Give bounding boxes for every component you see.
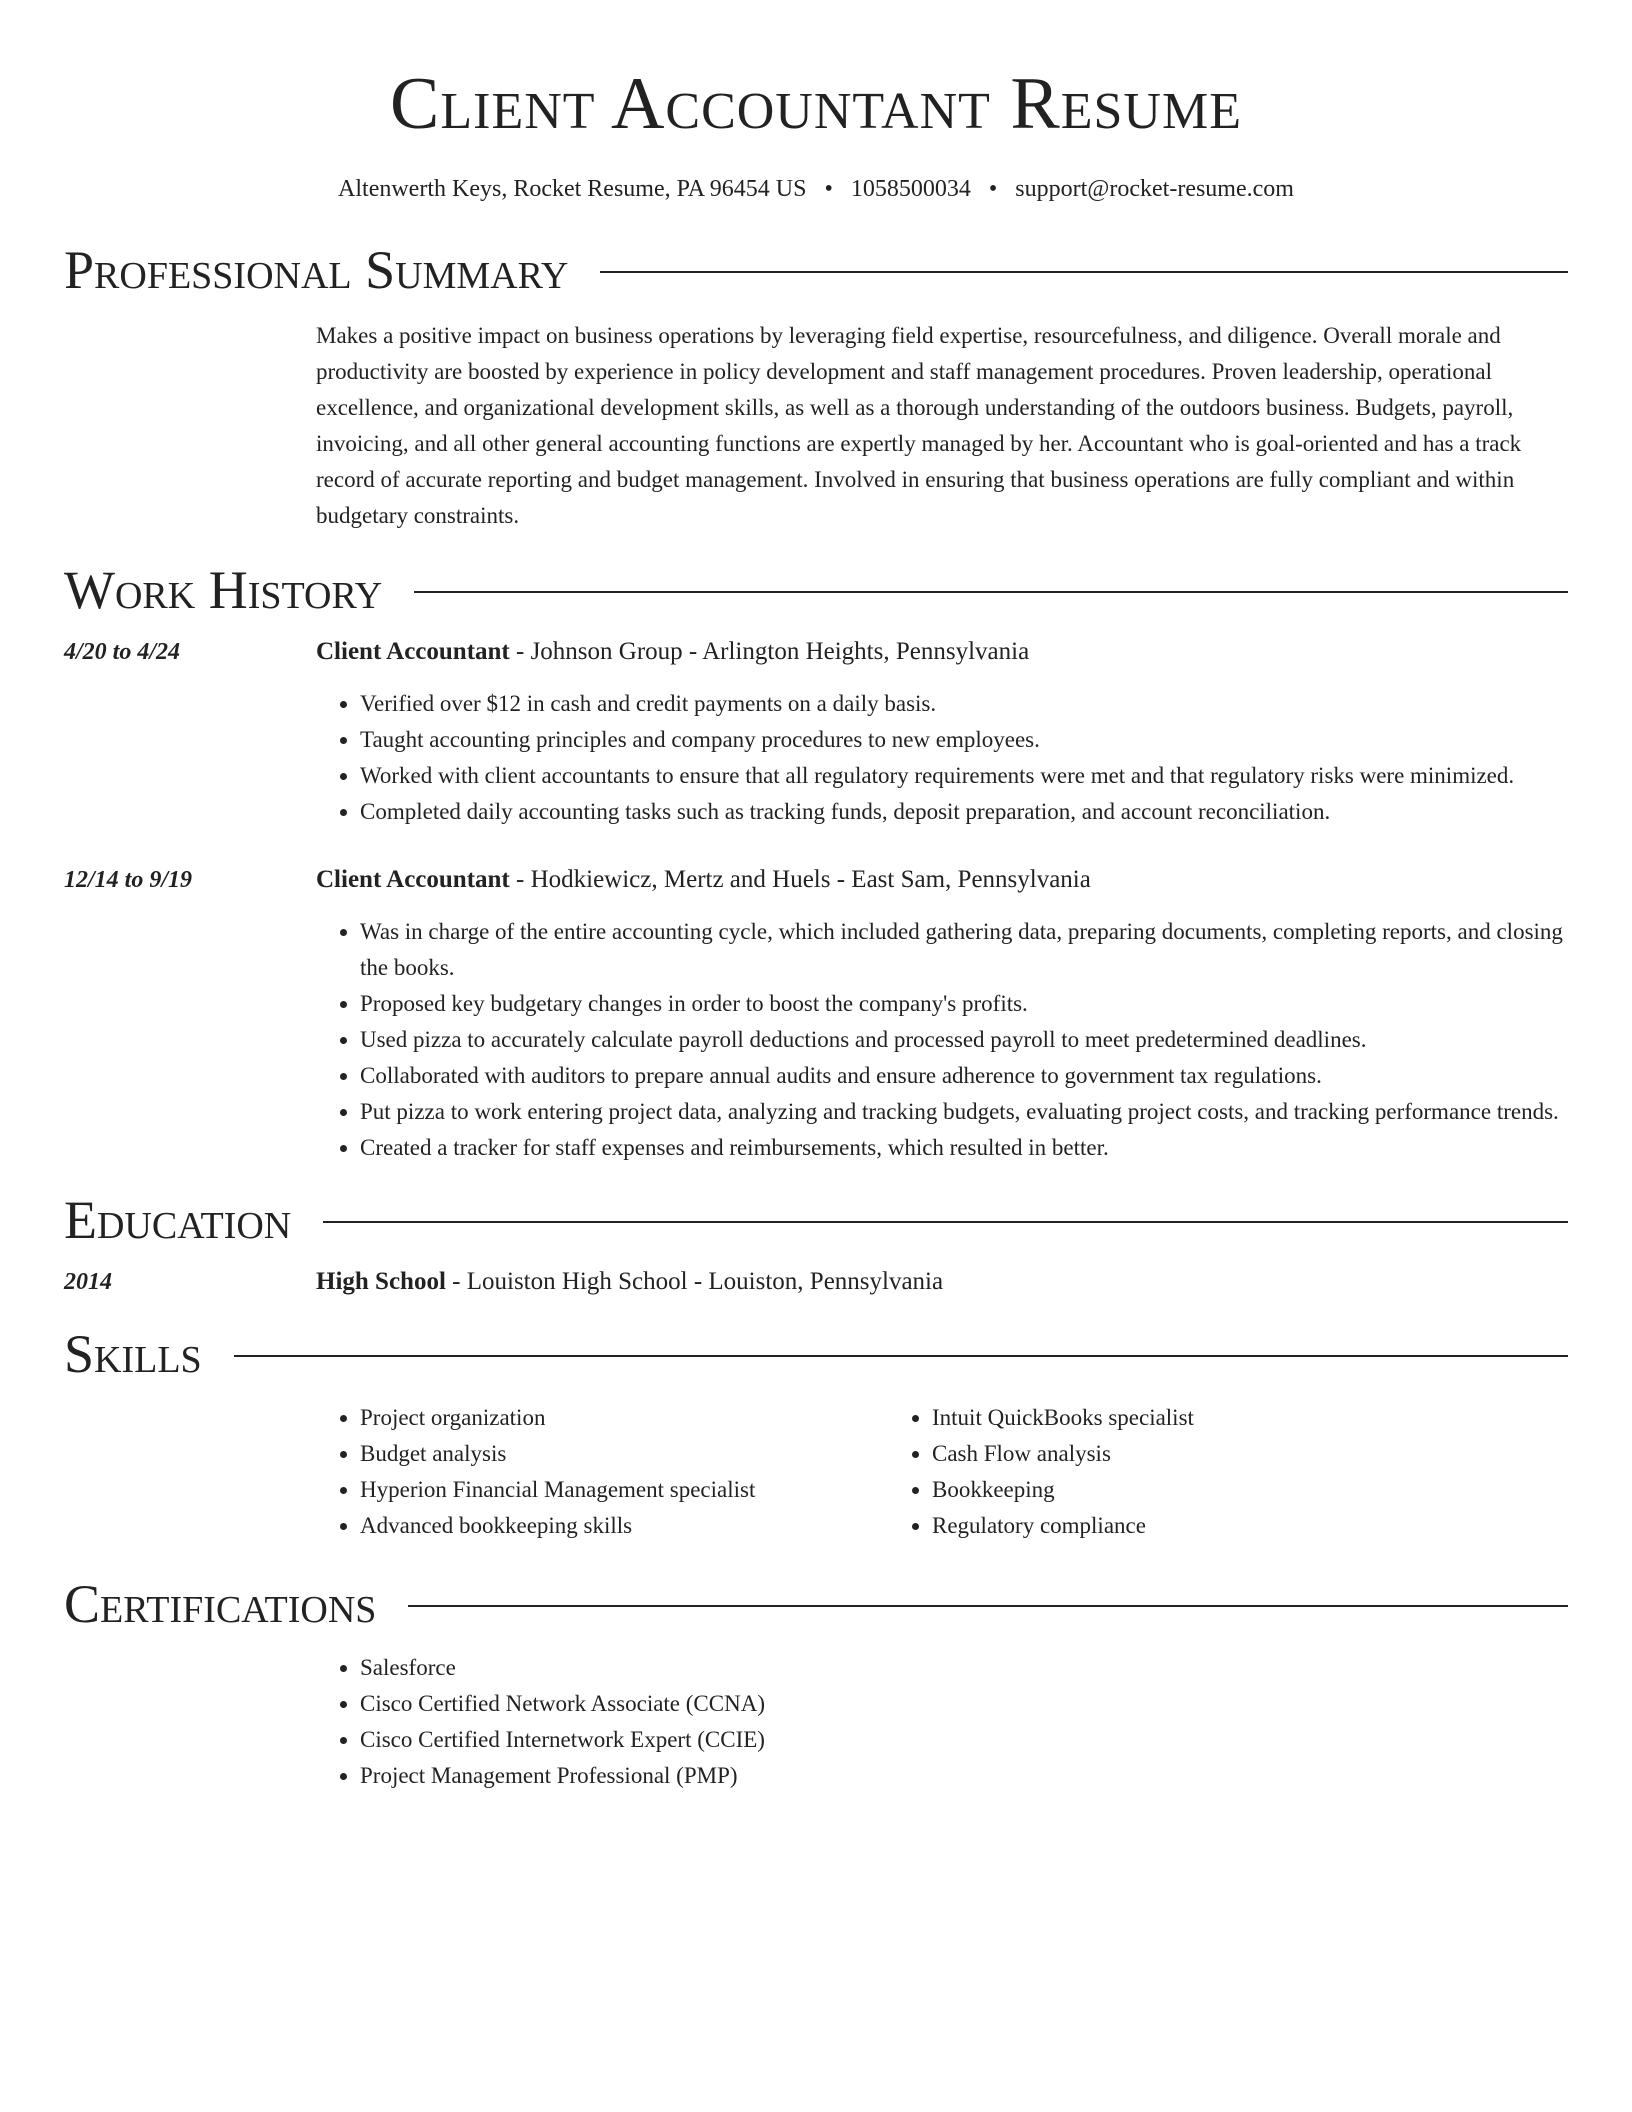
section-header-skills — [64, 1324, 1568, 1384]
skills-column-right — [888, 1400, 1460, 1544]
job-employer-location: - Johnson Group - Arlington Heights, Pennsylvania — [509, 638, 1030, 665]
section-title-skills: Skills — [64, 1324, 202, 1384]
contact-separator: • — [824, 176, 833, 202]
contact-line — [64, 174, 1568, 204]
job-bullets-container — [316, 914, 1568, 1166]
certification-item: • Salesforce — [360, 1650, 1568, 1686]
education-degree: High School — [316, 1268, 446, 1295]
skill-item: • Regulatory compliance — [932, 1508, 1460, 1544]
section-rule — [234, 1355, 1568, 1357]
section-title-work-history: Work History — [64, 560, 383, 620]
summary-text: Makes a positive impact on business operations by leveraging field expertise, resourcefulness, and diligence. Overall morale and productivity are boosted by experience in policy development and staff management procedures. Proven leadership, operational excellence, and organizational development skills, as well as a thorough understanding of the outdoors business. Budgets, payroll, invoicing, and all other general accounting functions are expertly managed by her. Accountant who is goal-oriented and has a track record of accurate reporting and budget management. Involved in ensuring that business operations are fully compliant and within budgetary constraints. — [316, 323, 1522, 528]
work-entry — [64, 862, 1568, 1166]
list-item: • Was in charge of the entire accounting cycle, which included gathering data, preparing documents, completing reports, and closing the books. — [360, 914, 1568, 986]
certification-item: • Project Management Professional (PMP) — [360, 1758, 1568, 1794]
contact-phone: 1058500034 — [850, 176, 971, 202]
section-rule — [408, 1605, 1568, 1607]
list-item: • Completed daily accounting tasks such as tracking funds, deposit preparation, and account reconciliation. — [360, 794, 1568, 830]
skill-item: • Bookkeeping — [932, 1472, 1460, 1508]
list-item: • Put pizza to work entering project data, analyzing and tracking budgets, evaluating project costs, and tracking performance trends. — [360, 1094, 1568, 1130]
certification-item: • Cisco Certified Network Associate (CCNA) — [360, 1686, 1568, 1722]
section-title-education: Education — [64, 1190, 292, 1250]
list-item: • Worked with client accountants to ensure that all regulatory requirements were met and that regulatory risks were minimized. — [360, 758, 1568, 794]
contact-address: Altenwerth Keys, Rocket Resume, PA 96454 US — [338, 176, 807, 202]
contact-separator: • — [988, 176, 998, 202]
skill-item: • Cash Flow analysis — [932, 1436, 1460, 1472]
certifications-list-container — [316, 1650, 1568, 1794]
section-title-summary: Professional Summary — [64, 240, 569, 300]
list-item: • Verified over $12 in cash and credit payments on a daily basis. — [360, 686, 1568, 722]
list-item: • Created a tracker for staff expenses and reimbursements, which resulted in better. — [360, 1130, 1568, 1166]
job-employer-location: - Hodkiewicz, Mertz and Huels - East Sam, Pennsylvania — [509, 866, 1091, 893]
skill-item: • Advanced bookkeeping skills — [360, 1508, 888, 1544]
job-dates: 4/20 to 4/24 — [64, 639, 181, 665]
skill-item: • Intuit QuickBooks specialist — [932, 1400, 1460, 1436]
job-header — [64, 634, 1568, 670]
skill-item: • Hyperion Financial Management specialist — [360, 1472, 888, 1508]
job-bullets — [316, 686, 1568, 830]
education-detail — [316, 1264, 1568, 1300]
section-rule — [414, 591, 1568, 593]
list-item: • Used pizza to accurately calculate payroll deductions and processed payroll to meet predetermined deadlines. — [360, 1022, 1568, 1058]
job-bullets — [316, 914, 1568, 1166]
list-item: • Collaborated with auditors to prepare annual audits and ensure adherence to government tax regulations. — [360, 1058, 1568, 1094]
section-title-certifications: Certifications — [64, 1574, 377, 1634]
skills-column-left — [316, 1400, 888, 1544]
job-detail — [316, 634, 1568, 670]
contact-email: support@rocket-resume.com — [1015, 176, 1294, 202]
job-title: Client Accountant — [316, 866, 510, 893]
skills-grid — [316, 1400, 1568, 1544]
section-header-work-history — [64, 560, 1568, 620]
job-title: Client Accountant — [316, 638, 510, 665]
certifications-list — [316, 1650, 1568, 1794]
skill-item: • Budget analysis — [360, 1436, 888, 1472]
education-school-location: - Louiston High School - Louiston, Pennsylvania — [445, 1268, 944, 1295]
section-header-certifications — [64, 1574, 1568, 1634]
education-entry — [64, 1264, 1568, 1300]
section-header-education — [64, 1190, 1568, 1250]
section-rule — [600, 271, 1568, 273]
list-item: • Proposed key budgetary changes in order to boost the company's profits. — [360, 986, 1568, 1022]
certification-item: • Cisco Certified Internetwork Expert (CCIE) — [360, 1722, 1568, 1758]
job-dates: 12/14 to 9/19 — [64, 867, 193, 893]
section-rule — [323, 1221, 1568, 1223]
education-dates: 2014 — [64, 1269, 112, 1295]
list-item: • Taught accounting principles and company procedures to new employees. — [360, 722, 1568, 758]
job-detail — [316, 862, 1568, 898]
job-bullets-container — [316, 686, 1568, 830]
section-header-summary — [64, 240, 1568, 300]
skill-item: • Project organization — [360, 1400, 888, 1436]
work-entry — [64, 634, 1568, 830]
resume-title: Client Accountant Resume — [390, 63, 1242, 145]
job-header — [64, 862, 1568, 898]
